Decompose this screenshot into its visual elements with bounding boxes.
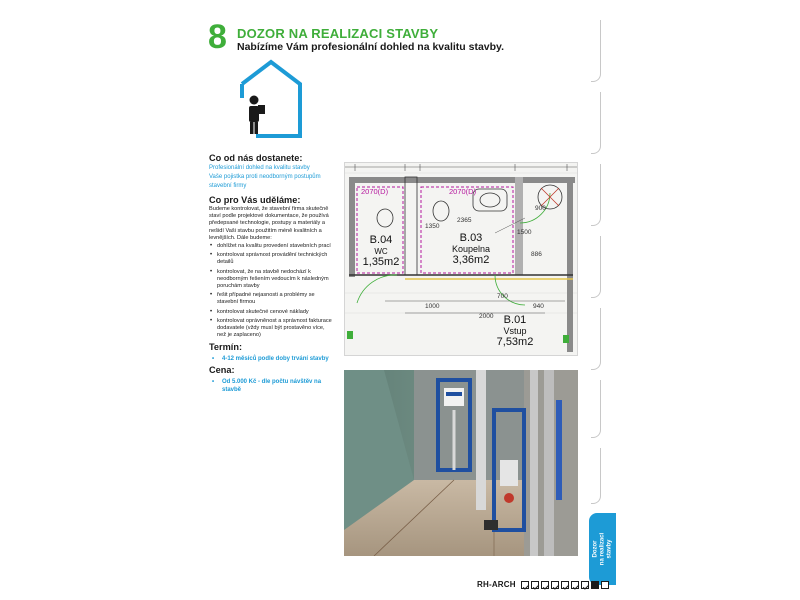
- progress-box-check-icon: [531, 581, 539, 589]
- room-label-b04: B.04 WC 1,35m2: [362, 234, 400, 268]
- floor-plan-drawing: [344, 162, 578, 356]
- side-tab-outline: [591, 308, 601, 370]
- progress-box-filled-icon: [591, 581, 599, 589]
- progress-box-check-icon: [521, 581, 529, 589]
- what-line: Profesionální dohled na kvalitu stavby: [209, 165, 310, 171]
- what-line: Vaše pojistka proti neodborným postupům: [209, 174, 321, 180]
- plan-dimension: 900: [535, 205, 546, 212]
- list-item: • kontrolovat, že na stavbě nedochází k neodborným řešením vedoucím k následným poruchám stavby: [209, 269, 335, 291]
- plan-code: 2070(D): [361, 187, 389, 196]
- progress-box-empty-icon: [601, 581, 609, 589]
- term-heading: Termín:: [209, 342, 243, 353]
- plan-dimension: 2365: [457, 217, 472, 224]
- term-list: [209, 355, 335, 363]
- price-heading: Cena:: [209, 365, 235, 376]
- plan-dimension: 1500: [517, 229, 532, 236]
- do-heading: Co pro Vás uděláme:: [209, 195, 301, 205]
- side-tab-outline: [591, 92, 601, 154]
- section-subtitle: Nabízíme Vám profesionální dohled na kvalitu stavby.: [237, 41, 505, 53]
- side-tab-outline: [591, 20, 601, 82]
- do-paragraph: Budeme kontrolovat, že stavební firma skutečně staví podle projektové dokumentace, že používá předepsané technologie, postupy a materiály a nešidí Vaši stavbu použitím méně kvalitních a levnějších. Dále budeme:: [209, 206, 329, 241]
- list-item: • dohlížet na kvalitu provedení stavebních prací: [209, 243, 335, 250]
- list-item: • 4-12 měsíců podle doby trvání stavby: [209, 355, 335, 363]
- active-side-tab[interactable]: [589, 513, 616, 585]
- side-tab-outline: [591, 236, 601, 298]
- side-tab-outline: [591, 380, 601, 438]
- footer-progress: [477, 580, 609, 589]
- price-list: [209, 378, 335, 394]
- plan-dimension: 700: [497, 293, 508, 300]
- person-inspecting-icon: [249, 96, 265, 135]
- do-list: [209, 243, 335, 339]
- room-label-b01: B.01 Vstup 7,53m2: [496, 314, 534, 348]
- construction-photo: [344, 370, 578, 556]
- room-label-b03: B.03 Koupelna 3,36m2: [451, 232, 491, 266]
- plan-dimension: 2000: [479, 313, 494, 320]
- section-number: 8: [208, 18, 227, 56]
- list-item: • kontrolovat správnost provádění technických detailů: [209, 252, 335, 266]
- what-heading: Co od nás dostanete:: [209, 153, 303, 163]
- progress-box-check-icon: [561, 581, 569, 589]
- construction-photo-illustration: [344, 370, 578, 556]
- progress-box-check-icon: [581, 581, 589, 589]
- house-outline-icon: [238, 58, 304, 138]
- active-side-tab-label: Dozor na realizaci stavby: [592, 532, 612, 566]
- plan-code: 2070(D): [449, 187, 477, 196]
- list-item: • řešit případné nejasnosti a problémy se stavební firmou: [209, 292, 335, 306]
- plan-dimension: 1350: [425, 223, 440, 230]
- plan-dimension: 1000: [425, 303, 440, 310]
- progress-box-check-icon: [541, 581, 549, 589]
- section-title: DOZOR NA REALIZACI STAVBY: [237, 26, 439, 41]
- plan-dimension: 940: [533, 303, 544, 310]
- list-item: • kontrolovat skutečné cenové náklady: [209, 309, 335, 316]
- progress-box-check-icon: [571, 581, 579, 589]
- list-item: • kontrolovat oprávněnost a správnost fakturace dodavatele (vždy musí být prostavěno více, než je zaplaceno): [209, 318, 335, 340]
- progress-box-check-icon: [551, 581, 559, 589]
- list-item: • Od 5.000 Kč - dle počtu návštěv na stavbě: [209, 378, 335, 394]
- text-column: [209, 152, 335, 394]
- brand-label: RH-ARCH: [477, 580, 516, 589]
- what-line: stavební firmy: [209, 183, 247, 189]
- plan-dimension: 886: [531, 251, 542, 258]
- side-tab-outline: [591, 164, 601, 226]
- side-tab-outline: [591, 448, 601, 504]
